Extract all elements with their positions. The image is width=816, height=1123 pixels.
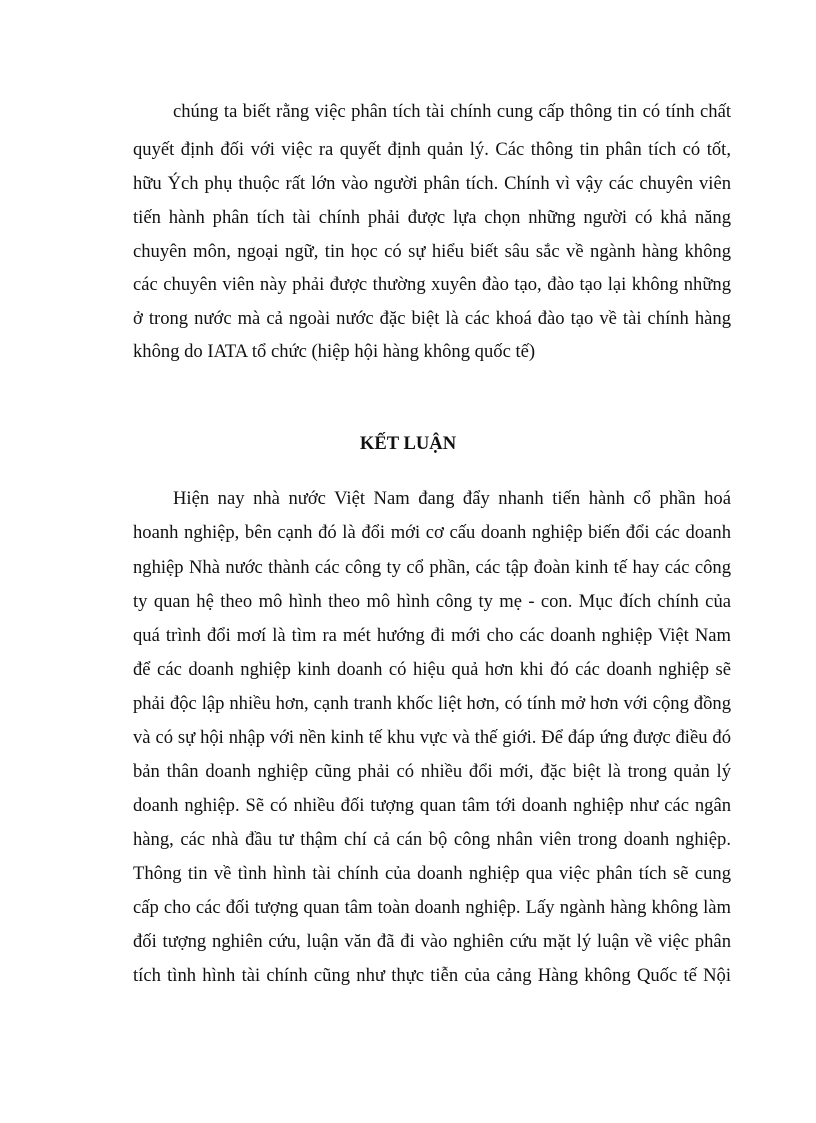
paragraph-line: đối tượng nghiên cứu, luận văn đã đi vào nghiên cứu mặt lý luận về việc phân <box>133 931 731 952</box>
paragraph-line: Thông tin về tình hình tài chính của doanh nghiệp qua việc phân tích sẽ cung <box>133 863 731 884</box>
paragraph-line: quyết định đối với việc ra quyết định quản lý. Các thông tin phân tích có tốt, <box>133 139 731 160</box>
paragraph-line: tích tình hình tài chính cũng như thực tiễn của cảng Hàng không Quốc tế Nội <box>133 965 731 986</box>
paragraph-line: ty quan hệ theo mô hình theo mô hình công ty mẹ - con. Mục đích chính của <box>133 591 731 612</box>
paragraph-line: để các doanh nghiệp kinh doanh có hiệu quả hơn khi đó các doanh nghiệp sẽ <box>133 659 731 680</box>
paragraph-line: chúng ta biết rằng việc phân tích tài chính cung cấp thông tin có tính chất <box>173 101 731 122</box>
paragraph-line: bản thân doanh nghiệp cũng phải có nhiều đổi mới, đặc biệt là trong quản lý <box>133 761 731 782</box>
paragraph-line: các chuyên viên này phải được thường xuyên đào tạo, đào tạo lại không những <box>133 274 731 295</box>
paragraph-line: doanh nghiệp. Sẽ có nhiều đối tượng quan tâm tới doanh nghiệp như các ngân <box>133 795 731 816</box>
paragraph-line: hàng, các nhà đầu tư thậm chí cả cán bộ công nhân viên trong doanh nghiệp. <box>133 829 731 850</box>
paragraph-line: hữu Ých phụ thuộc rất lớn vào người phân tích. Chính vì vậy các chuyên viên <box>133 173 731 194</box>
paragraph-line: quá trình đổi mơí là tìm ra mét hướng đi mới cho các doanh nghiệp Việt Nam <box>133 625 731 646</box>
paragraph-line: phải độc lập nhiều hơn, cạnh tranh khốc liệt hơn, có tính mở hơn với cộng đồng <box>133 693 731 714</box>
paragraph-line: tiến hành phân tích tài chính phải được lựa chọn những người có khả năng <box>133 207 731 228</box>
paragraph-line: cấp cho các đối tượng quan tâm toàn doanh nghiệp. Lấy ngành hàng không làm <box>133 897 731 918</box>
paragraph-line: Hiện nay nhà nước Việt Nam đang đẩy nhanh tiến hành cổ phần hoá <box>173 488 731 509</box>
paragraph-line: chuyên môn, ngoại ngữ, tin học có sự hiểu biết sâu sắc về ngành hàng không <box>133 241 731 262</box>
paragraph-line: hoanh nghiệp, bên cạnh đó là đổi mới cơ cấu doanh nghiệp biến đổi các doanh <box>133 522 731 543</box>
section-heading: KẾT LUẬN <box>359 433 457 454</box>
paragraph-line: và có sự hội nhập với nền kinh tế khu vực và thế giới. Để đáp ứng được điều đó <box>133 727 731 748</box>
paragraph-line: nghiệp Nhà nước thành các công ty cổ phần, các tập đoàn kinh tế hay các công <box>133 557 731 578</box>
paragraph-line: ở trong nước mà cả ngoài nước đặc biệt là các khoá đào tạo về tài chính hàng <box>133 308 731 329</box>
paragraph-line: không do IATA tổ chức (hiệp hội hàng không quốc tế) <box>133 341 536 362</box>
